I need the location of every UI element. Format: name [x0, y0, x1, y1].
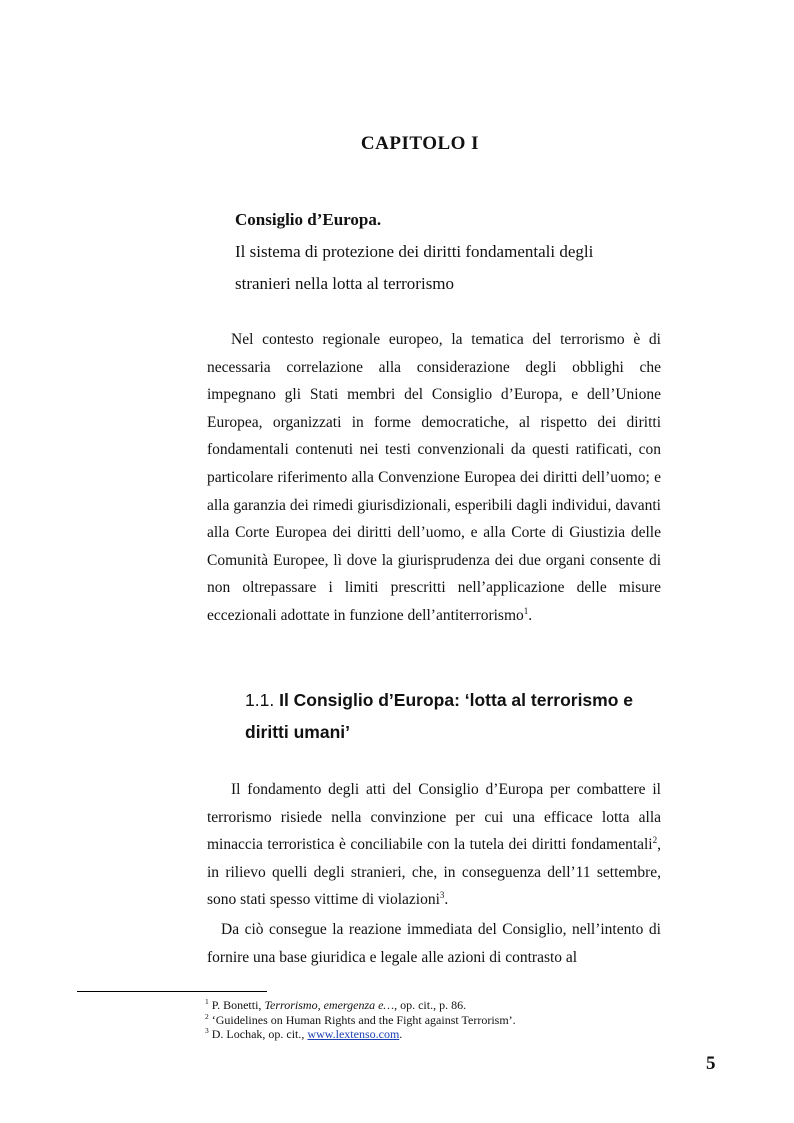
- footnote-2: [205, 1013, 685, 1028]
- paragraph-foundation-part1: Il fondamento degli atti del Consiglio d’Europa per combattere il terrorismo risiede nella convinzione per cui una efficace lotta alla minaccia terroristica è conciliabile con la tutela dei diritti fondamentali: [207, 781, 661, 854]
- footnote-number: 3: [205, 1026, 209, 1035]
- footnote-1-prefix: P. Bonetti,: [211, 998, 265, 1012]
- paragraph-intro: [207, 326, 661, 630]
- footnote-3-prefix: D. Lochak, op. cit.,: [211, 1027, 308, 1041]
- subsection-heading: [245, 684, 675, 748]
- section-title: Consiglio d’Europa.: [235, 210, 382, 229]
- footnote-ref-1[interactable]: 1: [523, 605, 529, 616]
- footnotes: [205, 998, 685, 1042]
- paragraph-foundation-part2: , in rilievo quelli degli stranieri, che, in conseguenza dell’11 settembre, sono stati spesso vittime di violazioni: [207, 836, 661, 909]
- footnote-number: 2: [205, 1011, 209, 1021]
- footnote-ref-3[interactable]: 3: [439, 890, 445, 901]
- footnote-number: 1: [205, 997, 209, 1006]
- subsection-title-line2: diritti umani’: [245, 722, 350, 742]
- section-subtitle-line2: stranieri nella lotta al terrorismo: [235, 274, 455, 293]
- footnote-3-suffix: .: [399, 1027, 403, 1041]
- subsection-title-line1: Il Consiglio d’Europa: ‘lotta al terrorismo e: [279, 690, 634, 710]
- footnote-1-suffix: , op. cit., p. 86.: [394, 998, 467, 1012]
- section-subtitle-line1: Il sistema di protezione dei diritti fondamentali degli: [235, 242, 594, 261]
- footnote-2-text: ‘Guidelines on Human Rights and the Fight against Terrorism’.: [211, 1012, 516, 1027]
- paragraph-reaction: [207, 916, 661, 971]
- footnote-3: [205, 1027, 685, 1042]
- paragraph-intro-text: Nel contesto regionale europeo, la tematica del terrorismo è di necessaria correlazione alla considerazione degli obblighi che impegnano gli Stati membri del Consiglio d’Europa, e dell’Unione Europea, organizzati in forme democratiche, al rispetto dei diritti fondamentali contenuti nei testi convenzionali da questi ratificati, con particolare riferimento alla Convenzione Europea dei diritti dell’uomo; e alla garanzia dei rimedi giurisdizionali, esperibili dagli individui, davanti alla Corte Europea dei diritti dell’uomo, e alla Corte di Giustizia delle Comunità Europee, lì dove la giurisprudenza dei due organi consente di non oltrepassare i limiti prescritti nell’applicazione delle misure eccezionali adottate in funzione dell’antiterrorismo: [207, 331, 661, 624]
- subsection-number: 1.1.: [245, 690, 275, 710]
- footnote-separator: [77, 991, 267, 992]
- footnote-3-link[interactable]: www.lextenso.com: [307, 1027, 400, 1041]
- footnote-1-italic: Terrorismo, emergenza e…: [264, 998, 395, 1012]
- page-number: 5: [706, 1053, 716, 1074]
- paragraph-reaction-text: Da ciò consegue la reazione immediata del Consiglio, nell’intento di fornire una base giuridica e legale alle azioni di contrasto al: [207, 921, 661, 966]
- footnote-1: [205, 998, 685, 1013]
- section-heading: [235, 204, 695, 300]
- footnote-ref-2[interactable]: 2: [652, 835, 658, 846]
- paragraph-intro-end: .: [528, 606, 533, 624]
- paragraph-foundation: [207, 776, 661, 914]
- paragraph-foundation-end: .: [444, 891, 449, 909]
- chapter-title: CAPITOLO I: [360, 133, 480, 154]
